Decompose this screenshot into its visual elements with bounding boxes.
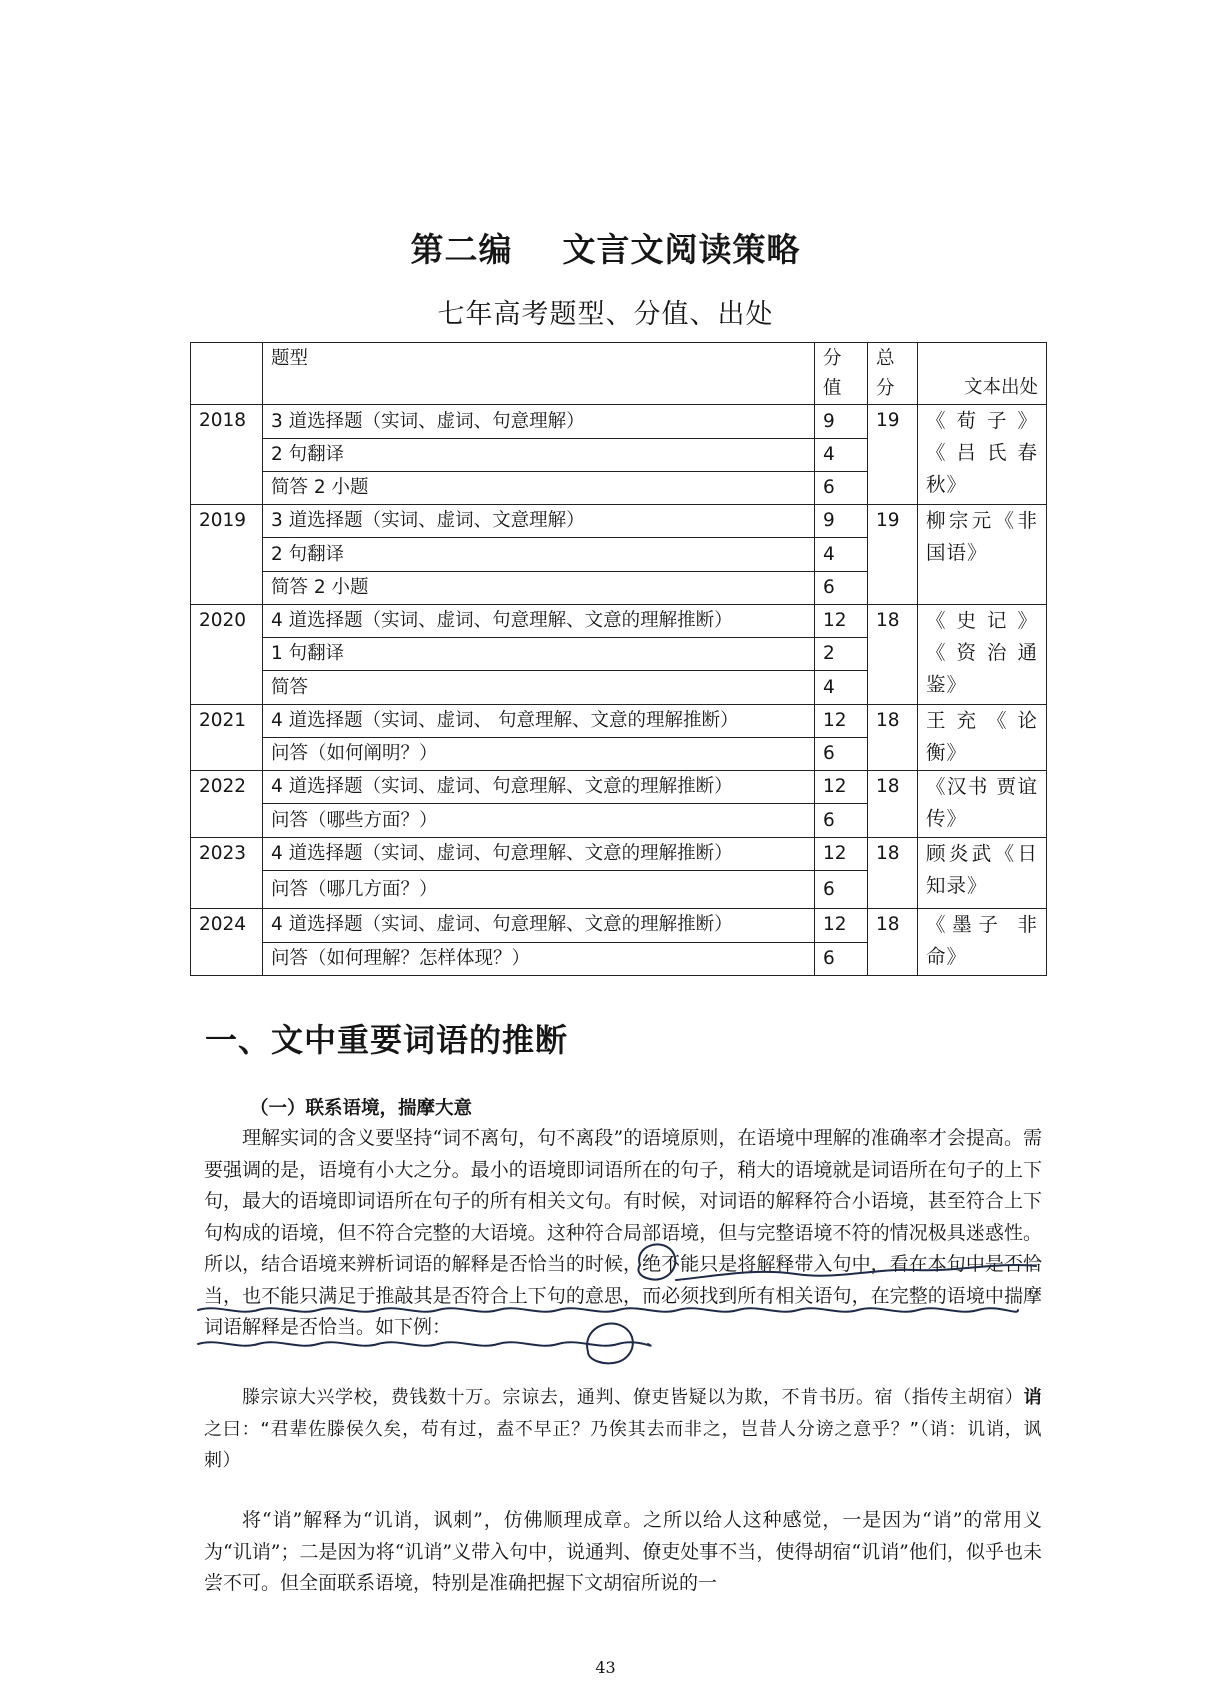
- pen-strike-line: [676, 1265, 1036, 1280]
- type-cell: 简答 2 小题: [263, 571, 815, 604]
- source-cell: 王充《论衡》: [918, 704, 1047, 771]
- score-cell: 6: [815, 870, 868, 908]
- key-word: 诮: [1023, 1387, 1042, 1408]
- total-cell: 18: [868, 909, 918, 976]
- score-cell: 2: [815, 638, 868, 671]
- paragraph-context-principle: 理解实词的含义要坚持“词不离句，句不离段”的语境原则，在语境中理解的准确率才会提高。需要强调的是，语境有小大之分。最小的语境即词语所在的句子，稍大的语境就是词语所在句子的上下句，最大的语境即词语所在句子的所有相关文句。有时候，对词语的解释符合小语境，甚至符合上下句构成的语境，但不符合完整的大语境。这种符合局部语境，但与完整语境不符的情况极具迷惑性。所以，结合语境来辨析词语的解释是否恰当的时候，绝不能只是将解释带入句中，看在本句中是否恰当，也不能只满足于推敲其是否符合上下句的意思，而必须找到所有相关语句，在完整的语境中揣摩词语解释是否恰当。如下例：: [204, 1127, 1042, 1338]
- pen-wavy-underline: [198, 1308, 1018, 1311]
- type-cell: 问答（如何阐明？）: [263, 737, 815, 770]
- section-heading: 一、文中重要词语的推断: [205, 1021, 569, 1059]
- source-cell: 《史记》《资治通鉴》: [918, 604, 1047, 704]
- score-cell: 4: [815, 438, 868, 471]
- type-cell: 简答: [263, 671, 815, 704]
- header-source: 文本出处: [918, 343, 1047, 405]
- year-cell: 2020: [191, 604, 263, 704]
- type-cell: 4 道选择题（实词、虚词、句意理解、文意的理解推断）: [263, 837, 815, 870]
- total-cell: 18: [868, 604, 918, 704]
- type-cell: 问答（哪些方面？）: [263, 804, 815, 837]
- type-cell: 4 道选择题（实词、虚词、句意理解、文意的理解推断）: [263, 604, 815, 637]
- total-cell: 19: [868, 505, 918, 605]
- score-cell: 12: [815, 604, 868, 637]
- type-cell: 问答（如何理解？怎样体现？）: [263, 942, 815, 975]
- paragraph-analysis: 将“诮”解释为“讥诮，讽刺”，仿佛顺理成章。之所以给人这种感觉，一是因为“诮”的常用义为“讥诮”；二是因为将“讥诮”义带入句中，说通判、僚吏处事不当，使得胡宿“讥诮”他们，似乎也未尝不可。但全面联系语境，特别是准确把握下文胡宿所说的一: [204, 1509, 1042, 1594]
- table-caption: 七年高考题型、分值、出处: [437, 299, 774, 330]
- score-cell: 4: [815, 538, 868, 571]
- source-cell: 《荀子》《吕氏春秋》: [918, 405, 1047, 505]
- score-cell: 12: [815, 837, 868, 870]
- score-cell: 12: [815, 909, 868, 942]
- type-cell: 3 道选择题（实词、虚词、文意理解）: [263, 505, 815, 538]
- header-score: 分 值: [815, 343, 868, 405]
- type-cell: 2 句翻译: [263, 438, 815, 471]
- score-cell: 9: [815, 505, 868, 538]
- part-title: 第二编 文言文阅读策略: [410, 230, 801, 269]
- year-cell: 2018: [191, 405, 263, 505]
- year-cell: 2019: [191, 505, 263, 605]
- score-cell: 6: [815, 804, 868, 837]
- score-cell: 4: [815, 671, 868, 704]
- year-cell: 2021: [191, 704, 263, 771]
- total-cell: 18: [868, 837, 918, 909]
- type-cell: 3 道选择题（实词、虚词、句意理解）: [263, 405, 815, 438]
- example-quote: 滕宗谅大兴学校，费钱数十万。宗谅去，通判、僚吏皆疑以为欺，不肯书历。宿（指传主胡宿）诮之曰：“君辈佐滕侯久矣，苟有过，盍不早正？乃俟其去而非之，岂昔人分谤之意乎？”（诮：讥诮，讽刺）: [204, 1387, 1042, 1471]
- total-cell: 18: [868, 704, 918, 771]
- type-cell: 4 道选择题（实词、虚词、 句意理解、文意的理解推断）: [263, 704, 815, 737]
- header-total: 总 分: [868, 343, 918, 405]
- total-cell: 19: [868, 405, 918, 505]
- score-cell: 6: [815, 571, 868, 604]
- pen-circle-mark: [638, 1244, 675, 1279]
- type-cell: 2 句翻译: [263, 538, 815, 571]
- score-cell: 6: [815, 737, 868, 770]
- score-cell: 12: [815, 704, 868, 737]
- score-cell: 6: [815, 942, 868, 975]
- pen-wavy-underline: [198, 1342, 651, 1345]
- score-cell: 6: [815, 471, 868, 504]
- type-cell: 4 道选择题（实词、虚词、句意理解、文意的理解推断）: [263, 909, 815, 942]
- source-cell: 柳宗元《非国语》: [918, 505, 1047, 605]
- page-number: 43: [595, 1658, 616, 1677]
- source-cell: 《墨子 非命》: [918, 909, 1047, 976]
- year-cell: 2023: [191, 837, 263, 909]
- score-cell: 12: [815, 771, 868, 804]
- subsection-heading: （一）联系语境，揣摩大意: [250, 1098, 473, 1119]
- total-cell: 18: [868, 771, 918, 838]
- year-cell: 2024: [191, 909, 263, 976]
- source-cell: 顾炎武《日知录》: [918, 837, 1047, 909]
- year-cell: 2022: [191, 771, 263, 838]
- type-cell: 1 句翻译: [263, 638, 815, 671]
- source-cell: 《汉书 贾谊传》: [918, 771, 1047, 838]
- header-type: 题型: [263, 343, 815, 405]
- type-cell: 问答（哪几方面？）: [263, 870, 815, 908]
- type-cell: 简答 2 小题: [263, 471, 815, 504]
- type-cell: 4 道选择题（实词、虚词、句意理解、文意的理解推断）: [263, 771, 815, 804]
- score-cell: 9: [815, 405, 868, 438]
